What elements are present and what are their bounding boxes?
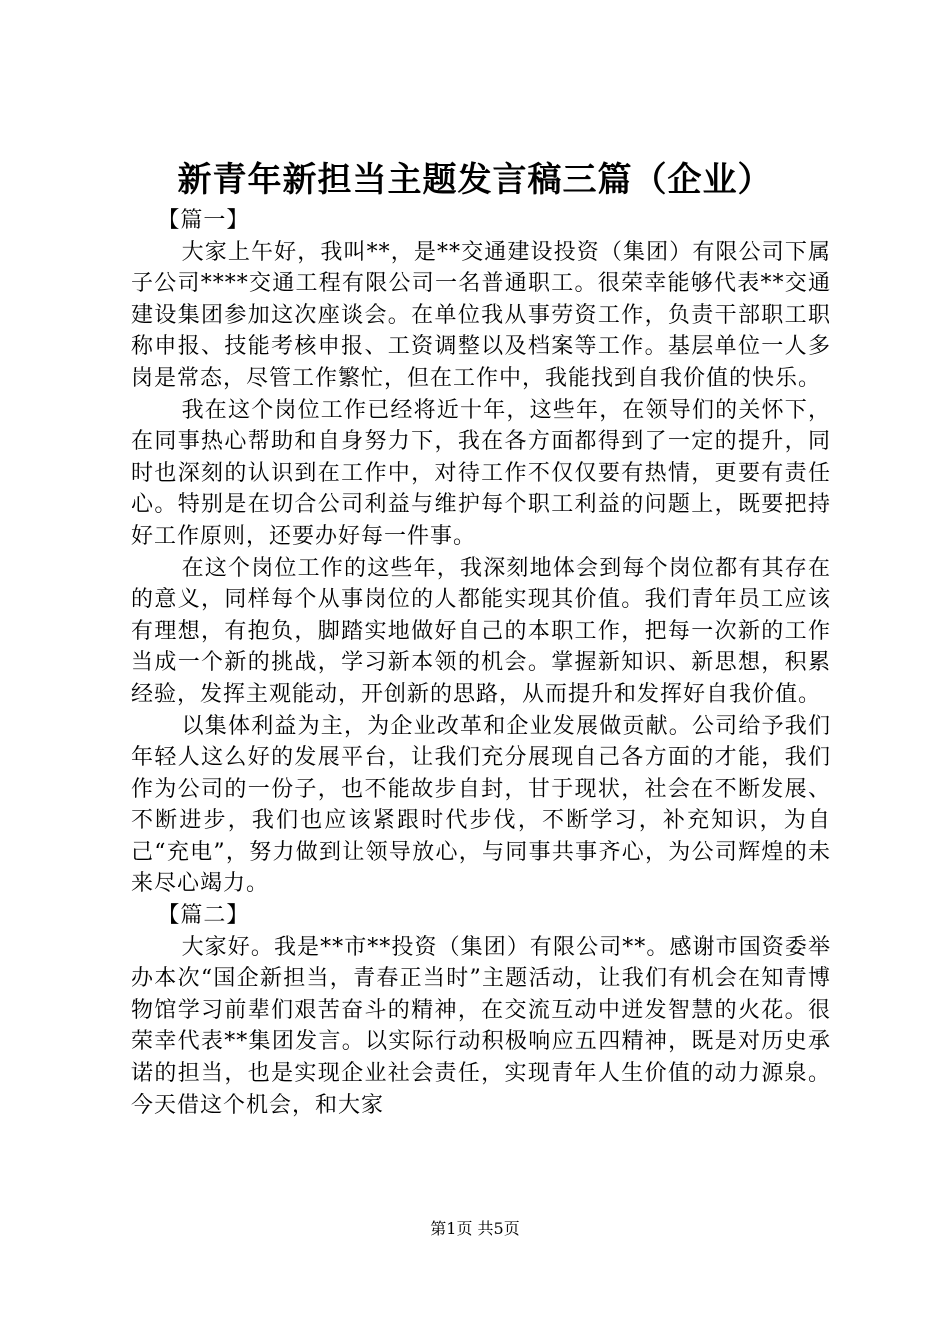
paragraph: 大家好。我是**市**投资（集团）有限公司**。感谢市国资委举办本次“国企新担当，青春正当时”主题活动，让我们有机会在知青博物馆学习前辈们艰苦奋斗的精神，在交流互动中迸发智慧的火花。很荣幸代表**集团发言。以实际行动积极响应五四精神，既是对历史承诺的担当，也是实现企业社会责任，实现青年人生价值的动力源泉。今天借这个机会，和大家 — [131, 934, 831, 1118]
paragraph: 大家上午好，我叫**，是**交通建设投资（集团）有限公司下属子公司****交通工程有限公司一名普通职工。很荣幸能够代表**交通建设集团参加这次座谈会。在单位我从事劳资工作，负责干部职工职称申报、技能考核申报、工资调整以及档案等工作。基层单位一人多岗是常态，尽管工作繁忙，但在工作中，我能找到自我价值的快乐。 — [131, 239, 831, 391]
paragraph: 以集体利益为主，为企业改革和企业发展做贡献。公司给予我们年轻人这么好的发展平台，让我们充分展现自己各方面的才能，我们作为公司的一份子，也不能故步自封，甘于现状，社会在不断发展、不断进步，我们也应该紧跟时代步伐，不断学习，补充知识，为自己“充电”，努力做到让领导放心，与同事共事齐心，为公司辉煌的未来尽心竭力。 — [131, 713, 831, 897]
page-footer: 第1页 共5页 — [430, 1219, 520, 1238]
paragraph: 我在这个岗位工作已经将近十年，这些年，在领导们的关怀下，在同事热心帮助和自身努力下，我在各方面都得到了一定的提升，同时也深刻的认识到在工作中，对待工作不仅仅要有热情，更要有责任心。特别是在切合公司利益与维护每个职工利益的问题上，既要把持好工作原则，还要办好每一件事。 — [131, 397, 831, 549]
document-title: 新青年新担当主题发言稿三篇（企业） — [177, 160, 773, 200]
section-heading: 【篇二】 — [157, 903, 250, 929]
section-heading: 【篇一】 — [157, 208, 250, 233]
document-body — [131, 205, 831, 1121]
paragraph: 在这个岗位工作的这些年，我深刻地体会到每个岗位都有其存在的意义，同样每个从事岗位的人都能实现其价值。我们青年员工应该有理想，有抱负，脚踏实地做好自己的本职工作，把每一次新的工作当成一个新的挑战，学习新本领的机会。掌握新知识、新思想，积累经验，发挥主观能动，开创新的思路，从而提升和发挥好自我价值。 — [131, 555, 831, 707]
